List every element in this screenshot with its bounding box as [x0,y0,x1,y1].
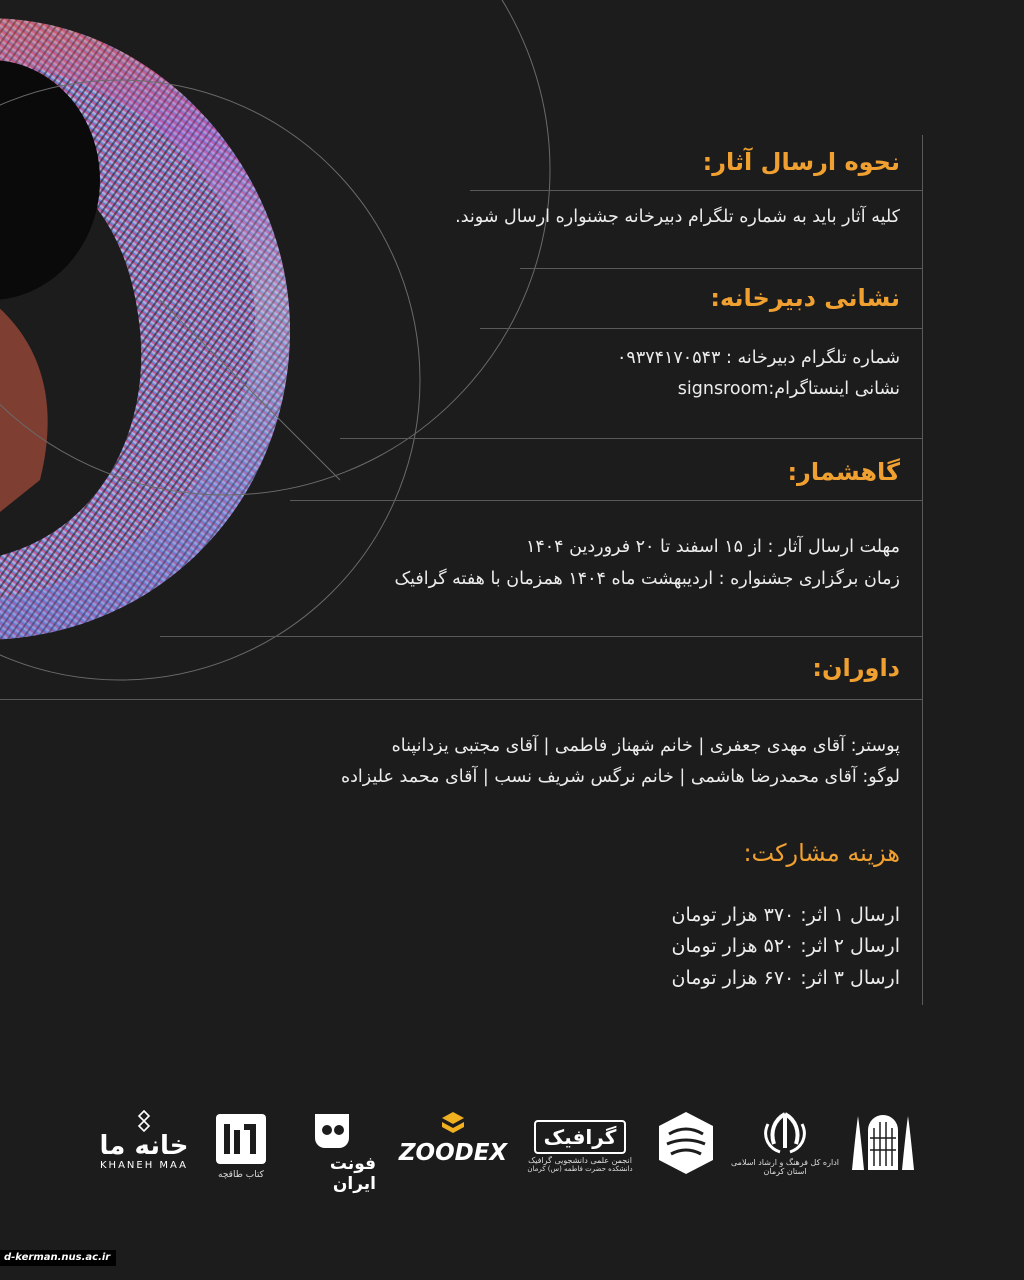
deadline-text: مهلت ارسال آثار : از ۱۵ اسفند تا ۲۰ فروردین ۱۴۰۴ [525,537,900,557]
event-date-text: زمان برگزاری جشنواره : اردیبهشت ماه ۱۴۰۴ همزمان با هفته گرافیک [394,569,900,589]
taqcheh-icon [212,1110,270,1168]
zoodex-logo [398,1110,508,1166]
font-iran-icon [309,1110,355,1152]
khaneh-ornament-icon [129,1110,159,1132]
calligraphy-seal-logo [650,1110,722,1176]
graphic-caption: انجمن علمی دانشجویی گرافیک [528,1156,632,1165]
right-border-line [922,135,923,1005]
calligraphy-seal-icon [655,1110,717,1176]
divider [470,190,923,191]
zoodex-cube-icon [440,1110,466,1136]
zoodex-wordmark: ZOODEX [398,1140,508,1166]
font-iran-logo [288,1110,376,1194]
fee-item: ارسال ۳ اثر: ۶۷۰ هزار تومان [671,967,900,989]
divider [160,636,923,637]
fees-heading: هزینه مشارکت: [743,839,900,867]
site-credit: d-kerman.nus.ac.ir [0,1250,116,1266]
divider [340,438,923,439]
logo-judges: لوگو: آقای محمدرضا هاشمی | خانم نرگس شریف نسب | آقای محمد علیزاده [340,767,900,787]
ershad-caption: اداره کل فرهنگ و ارشاد اسلامی [731,1158,839,1167]
divider [480,328,923,329]
instagram-address: نشانی اینستاگرام:signsroom [677,379,900,399]
fee-item: ارسال ۲ اثر: ۵۲۰ هزار تومان [671,935,900,957]
gradient-ring [0,18,290,640]
divider [290,500,923,501]
divider [520,268,923,269]
khaneh-latin: KHANEH MAA [100,1160,189,1171]
ershad-caption-2: استان کرمان [763,1167,807,1176]
poster-judges: پوستر: آقای مهدی جعفری | خانم شهناز فاطمی | آقای مجتبی یزدانپناه [391,736,900,756]
calendar-heading: گاهشمار: [787,458,900,486]
taqcheh-caption: کتاب طاقچه [218,1170,264,1180]
divider [0,699,923,700]
font-iran-wordmark: فونت ایران [329,1154,376,1194]
graphic-caption-2: دانشکده حضرت فاطمه (س) کرمان [527,1165,633,1173]
submission-text: کلیه آثار باید به شماره تلگرام دبیرخانه جشنواره ارسال شوند. [455,207,900,227]
taqcheh-logo [208,1110,274,1180]
telegram-number: شماره تلگرام دبیرخانه : ۰۹۳۷۴۱۷۰۵۴۳ [617,348,900,368]
khaneh-maa-logo [94,1110,194,1171]
khaneh-wordmark: خانه ما [99,1131,189,1161]
building-emblem-icon [848,1110,918,1176]
ershad-logo [731,1110,839,1176]
graphic-society-logo [527,1110,633,1173]
judges-heading: داوران: [812,654,900,682]
submission-heading: نحوه ارسال آثار: [702,148,900,176]
iran-emblem-icon [760,1110,810,1156]
fee-item: ارسال ۱ اثر: ۳۷۰ هزار تومان [671,904,900,926]
secretariat-heading: نشانی دبیرخانه: [710,284,900,312]
graphic-wordmark: گرافیک [534,1120,627,1154]
kerman-design-house-logo [846,1110,920,1176]
